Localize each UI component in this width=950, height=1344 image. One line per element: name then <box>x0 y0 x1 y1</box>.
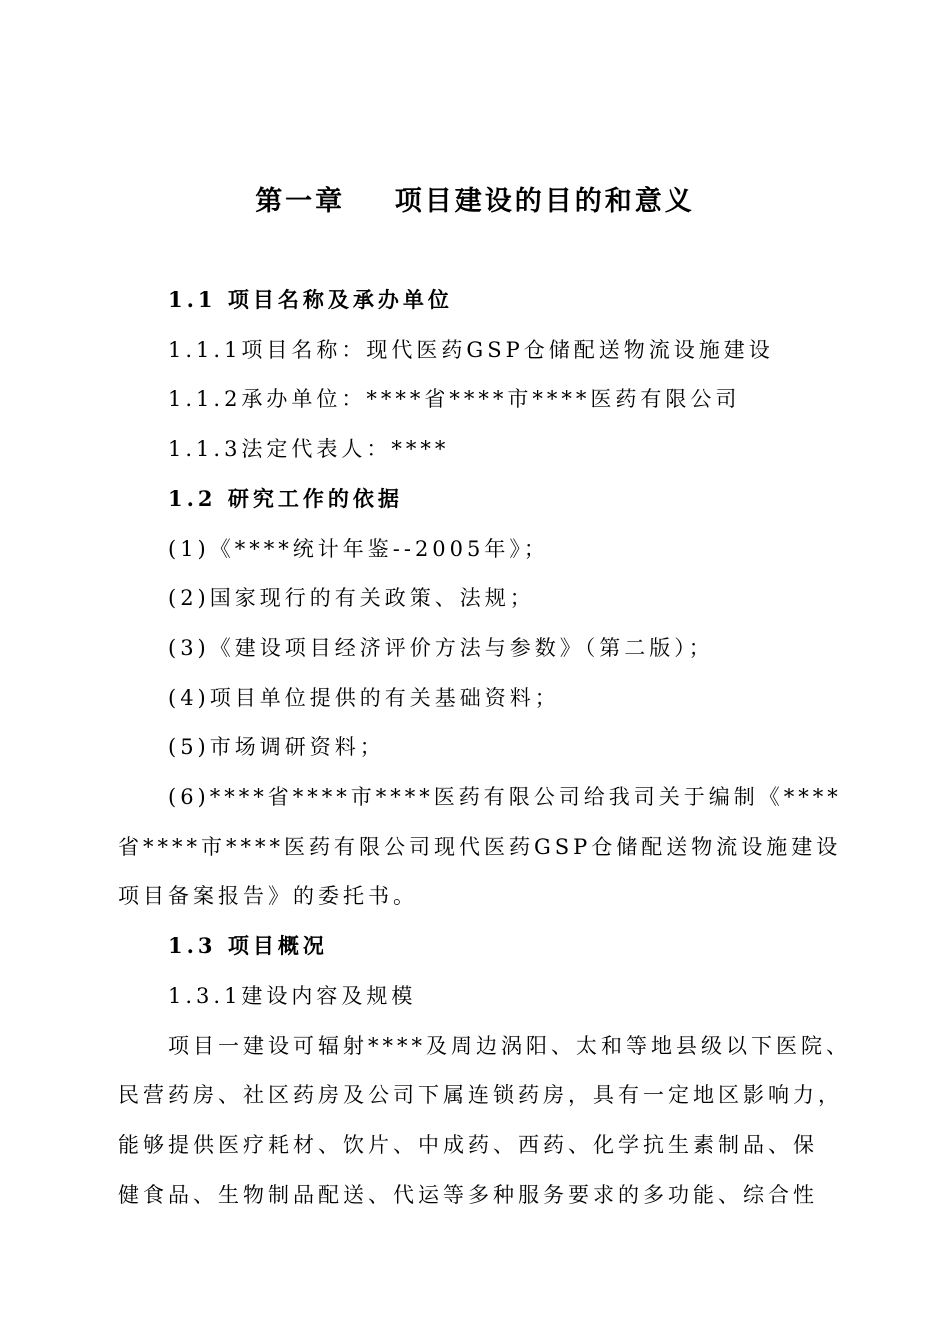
project-name-line: 1.1.1项目名称：现代医药GSP仓储配送物流设施建设 <box>168 338 774 362</box>
basis-item-5: (5)市场调研资料； <box>168 735 385 759</box>
paragraph-line-2: 民营药房、社区药房及公司下属连锁药房，具有一定地区影响力， <box>118 1083 843 1107</box>
basis-item-4: (4)项目单位提供的有关基础资料； <box>168 686 560 710</box>
section-heading-1-3: 1.3 项目概况 <box>168 933 328 958</box>
section-heading-1-2: 1.2 研究工作的依据 <box>168 486 403 511</box>
paragraph-line-1: 项目一建设可辐射****及周边涡阳、太和等地县级以下医院、 <box>168 1034 851 1058</box>
legal-representative-line: 1.1.3法定代表人：**** <box>168 437 450 461</box>
basis-item-6-line-2: 省****市****医药有限公司现代医药GSP仓储配送物流设施建设 <box>118 835 842 859</box>
basis-item-3: (3)《建设项目经济评价方法与参数》（第二版）； <box>168 636 714 660</box>
paragraph-line-3: 能够提供医疗耗材、饮片、中成药、西药、化学抗生素制品、保 <box>118 1133 818 1157</box>
section-heading-1-1: 1.1 项目名称及承办单位 <box>168 287 453 312</box>
paragraph-line-4: 健食品、生物制品配送、代运等多种服务要求的多功能、综合性 <box>118 1183 818 1207</box>
host-unit-line: 1.1.2承办单位：****省****市****医药有限公司 <box>168 387 741 411</box>
basis-item-6-line-3: 项目备案报告》的委托书。 <box>118 884 418 908</box>
basis-item-2: (2)国家现行的有关政策、法规； <box>168 586 535 610</box>
basis-item-1: (1)《****统计年鉴--2005年》； <box>168 537 549 561</box>
chapter-title: 第一章 项目建设的目的和意义 <box>255 186 695 217</box>
construction-content-heading: 1.3.1建设内容及规模 <box>168 984 417 1008</box>
basis-item-6-line-1: (6)****省****市****医药有限公司给我司关于编制《**** <box>168 785 842 809</box>
